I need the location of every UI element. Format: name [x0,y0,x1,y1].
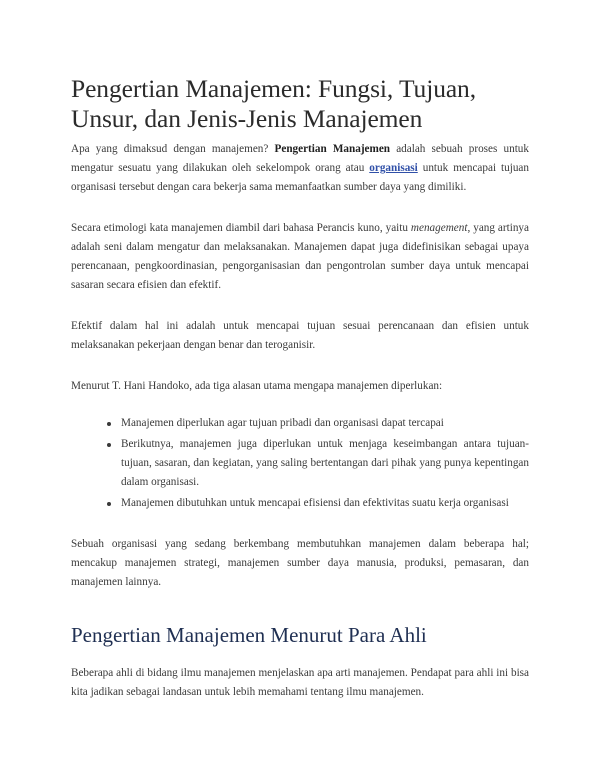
page-title: Pengertian Manajemen: Fungsi, Tujuan, Unsur, dan Jenis-Jenis Manajemen [71,74,476,133]
intro-paragraph [71,140,529,197]
alasan-list [71,414,529,513]
list-item: Manajemen dibutuhkan untuk mencapai efisiensi dan efektivitas suatu kerja organisasi [121,494,529,513]
section-heading: Pengertian Manajemen Menurut Para Ahli [71,623,427,647]
list-item: Berikutnya, manajemen juga diperlukan untuk menjaga keseimbangan antara tujuan-tujuan, sasaran, dan kegiatan, yang saling bertentangan dari pihak yang punya kepentingan dalam organisasi. [121,435,529,492]
intro-text-a: Apa yang dimaksud dengan manajemen? [71,143,275,155]
intro-text-c: untuk mencapai tujuan organisasi tersebut dengan cara bekerja sama memanfaatkan sumber daya yang dimiliki. [71,162,529,193]
intro-text-b: adalah sebuah proses untuk mengatur sesuatu yang dilakukan oleh sekelompok orang atau [71,143,529,174]
efektif-paragraph: Efektif dalam hal ini adalah untuk mencapai tujuan sesuai perencanaan dan efisien untuk melaksanakan pekerjaan dengan benar dan teroganisir. [71,320,529,351]
etimologi-paragraph [71,219,529,295]
para-ahli-paragraph: Beberapa ahli di bidang ilmu manajemen menjelaskan apa arti manajemen. Pendapat para ahli ini bisa kita jadikan sebagai landasan untuk lebih memahami tentang ilmu manajemen. [71,667,529,698]
berkembang-paragraph: Sebuah organisasi yang sedang berkembang membutuhkan manajemen dalam beberapa hal; mencakup manajemen strategi, manajemen sumber daya manusia, produksi, pemasaran, dan manajemen lainnya. [71,538,529,588]
etimologi-text-b: , yang artinya adalah seni dalam mengatur dan melaksanakan. Manajemen dapat juga didefinisikan sebagai upaya perencanaan, pengkoordinasian, pengorganisasian dan pengontrolan sumber daya untuk mencapai sasaran secara efisien dan efektif. [71,222,529,291]
menurut-paragraph: Menurut T. Hani Handoko, ada tiga alasan utama mengapa manajemen diperlukan: [71,380,443,392]
intro-bold-term: Pengertian Manajemen [274,143,391,155]
etimologi-italic-term: menagement [410,222,468,234]
list-item: Manajemen diperlukan agar tujuan pribadi dan organisasi dapat tercapai [121,414,529,433]
organisasi-link[interactable]: organisasi [369,162,418,174]
etimologi-text-a: Secara etimologi kata manajemen diambil dari bahasa Perancis kuno, yaitu [71,222,411,234]
